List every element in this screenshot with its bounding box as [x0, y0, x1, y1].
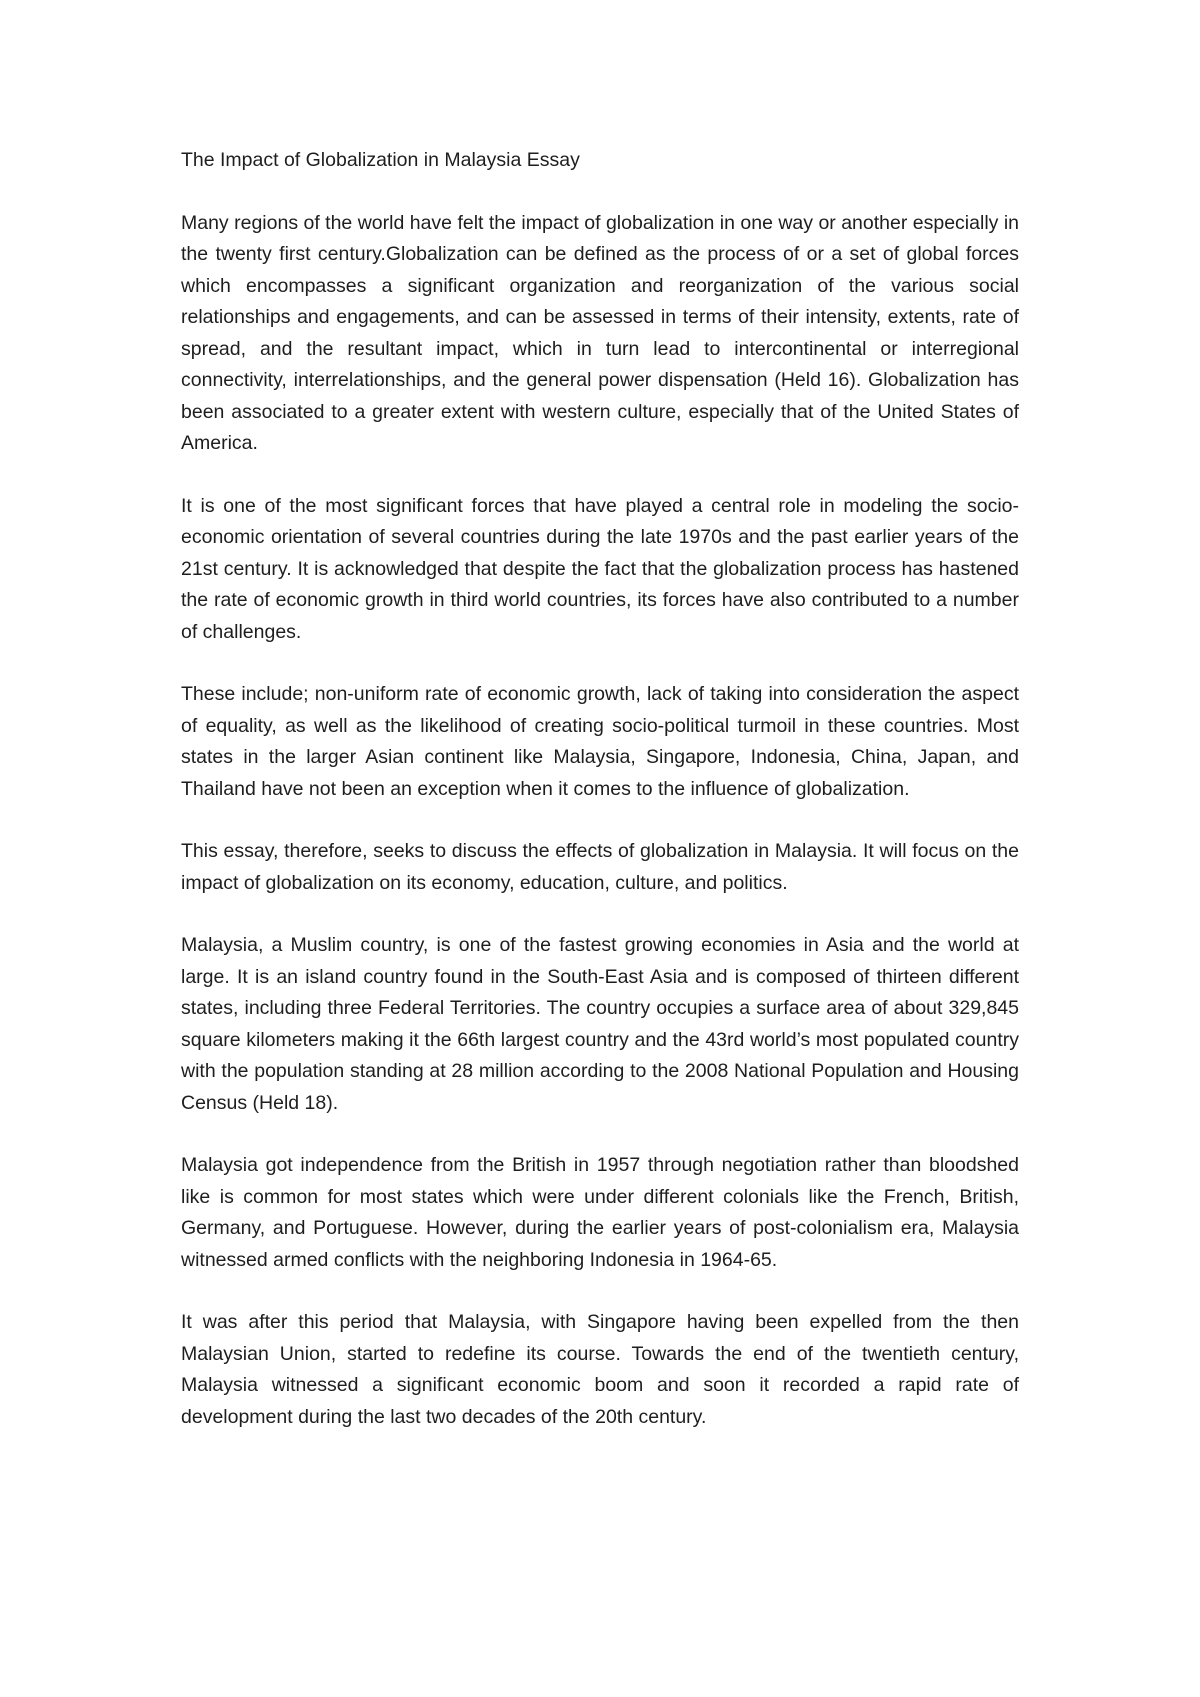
paragraph-3: These include; non-uniform rate of economic growth, lack of taking into consideration the aspect of equality, as well as the likelihood of creating socio-political turmoil in these countries. Most states in the larger Asian continent like Malaysia, Singapore, Indonesia, China, Japan, and Thailand have not been an exception when it comes to the influence of globalization.	[181, 683, 1019, 800]
paragraph-4: This essay, therefore, seeks to discuss the effects of globalization in Malaysia. It will focus on the impact of globalization on its economy, education, culture, and politics.	[181, 840, 1019, 894]
paragraph-5: Malaysia, a Muslim country, is one of the fastest growing economies in Asia and the world at large. It is an island country found in the South-East Asia and is composed of thirteen different states, including three Federal Territories. The country occupies a surface area of about 329,845 square kilometers making it the 66th largest country and the 43rd world’s most populated country with the population standing at 28 million according to the 2008 National Population and Housing Census (Held 18).	[181, 934, 1019, 1114]
paragraph-6: Malaysia got independence from the British in 1957 through negotiation rather than bloodshed like is common for most states which were under different colonials like the French, British, Germany, and Portuguese. However, during the earlier years of post-colonialism era, Malaysia witnessed armed conflicts with the neighboring Indonesia in 1964-65.	[181, 1154, 1019, 1271]
document-body	[181, 145, 1019, 1464]
paragraph-1: Many regions of the world have felt the impact of globalization in one way or another especially in the twenty first century.Globalization can be defined as the process of or a set of global forces which encompasses a significant organization and reorganization of the various social relationships and engagements, and can be assessed in terms of their intensity, extents, rate of spread, and the resultant impact, which in turn lead to intercontinental or interregional connectivity, interrelationships, and the general power dispensation (Held 16). Globalization has been associated to a greater extent with western culture, especially that of the United States of America.	[181, 211, 1019, 454]
paragraph-2: It is one of the most significant forces that have played a central role in modeling the socio-economic orientation of several countries during the late 1970s and the past earlier years of the 21st century. It is acknowledged that despite the fact that the globalization process has hastened the rate of economic growth in third world countries, its forces have also contributed to a number of challenges.	[181, 494, 1019, 643]
paragraph-7: It was after this period that Malaysia, with Singapore having been expelled from the then Malaysian Union, started to redefine its course. Towards the end of the twentieth century, Malaysia witnessed a significant economic boom and soon it recorded a rapid rate of development during the last two decades of the 20th century.	[181, 1311, 1019, 1428]
document-title: The Impact of Globalization in Malaysia Essay	[181, 149, 580, 171]
